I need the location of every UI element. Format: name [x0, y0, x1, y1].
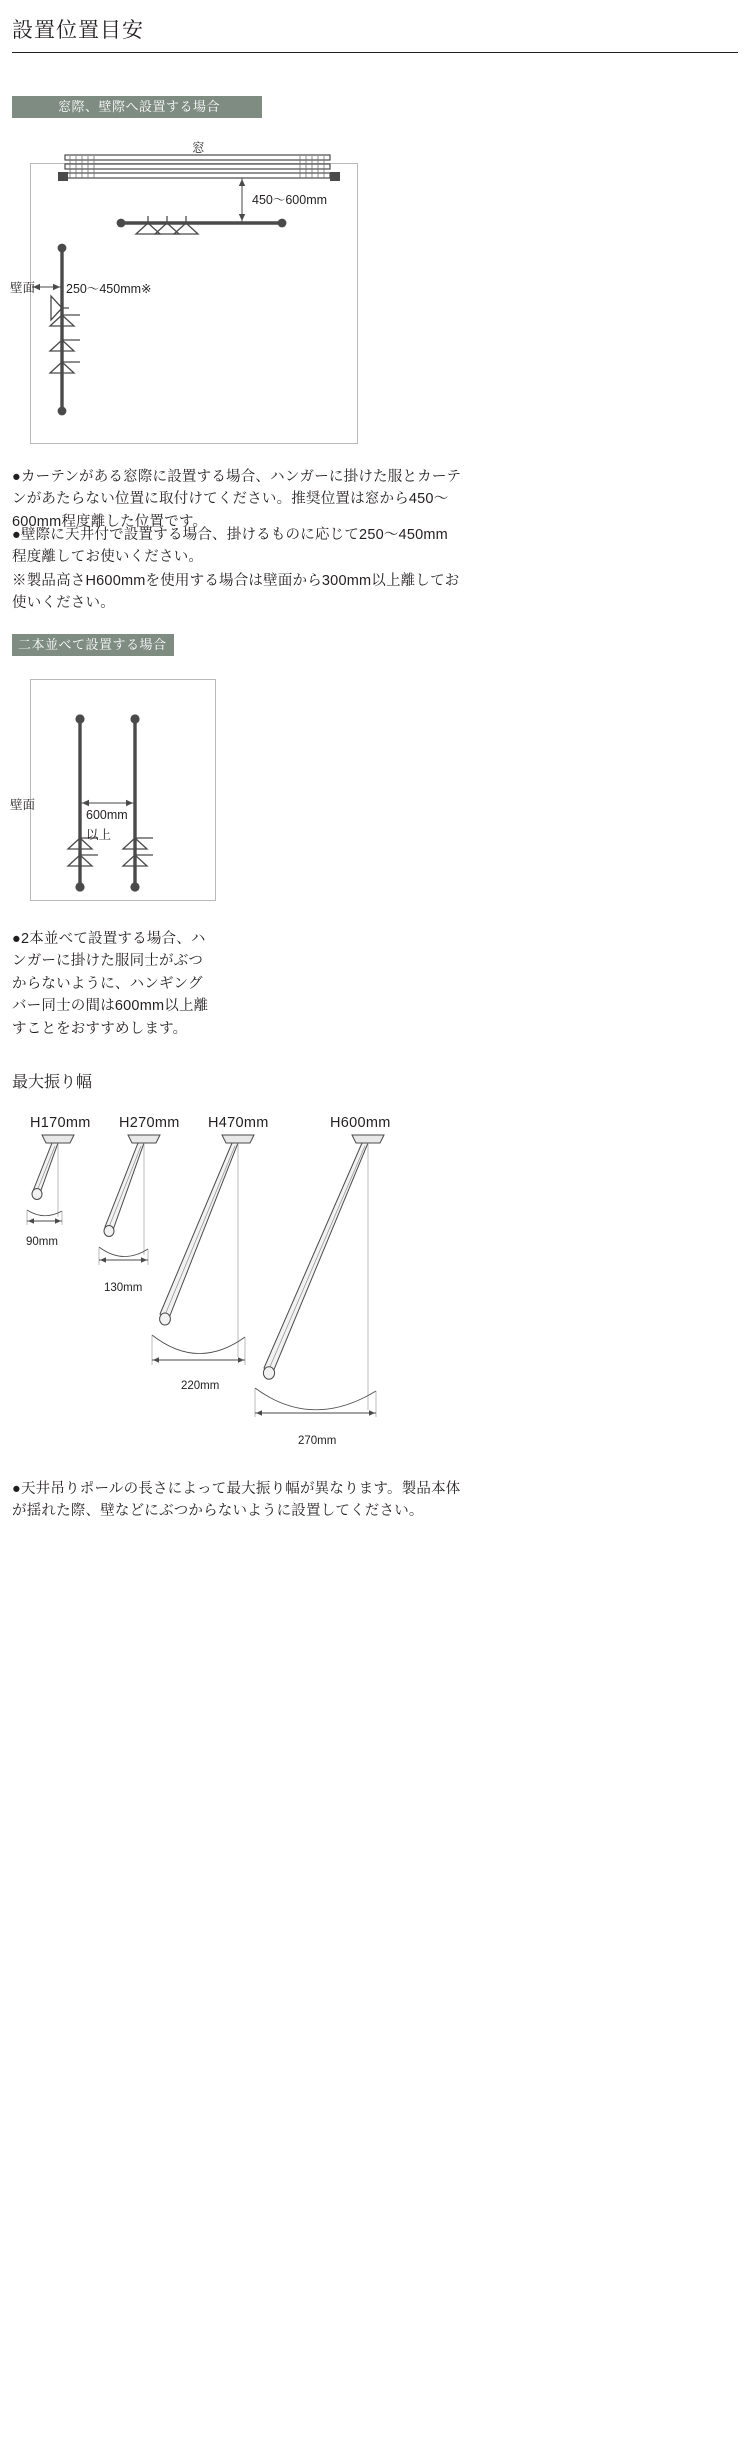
section-2-note-1: ●2本並べて設置する場合、ハンガーに掛けた服同士がぶつからないように、ハンギングバー同士の間は600mm以上離すことをおすすめします。 [12, 931, 209, 1037]
two-bar-installation-diagram [0, 660, 280, 920]
section-1-note-3: ※製品高さH600mmを使用する場合は壁面から300mm以上離してお使いください。 [12, 573, 460, 612]
dim-gap-value: 600mm [86, 808, 128, 822]
wall-label-2: 壁面 [10, 798, 36, 812]
swing-value-h600: 270mm [298, 1435, 337, 1447]
section-1-tab: 窓際、壁際へ設置する場合 [12, 96, 262, 118]
swing-width-diagrams [0, 1125, 430, 1455]
swing-value-h470: 220mm [181, 1380, 220, 1392]
column-title-h270: H270mm [119, 1115, 180, 1131]
section-1-note-2: ●壁際に天井付で設置する場合、掛けるものに応じて250〜450mm程度離してお使いください。 [12, 527, 448, 566]
title-divider [12, 52, 738, 53]
page-title: 設置位置目安 [12, 19, 144, 42]
dim-gap-qualifier: 以上 [86, 828, 112, 842]
window-installation-diagram [0, 130, 420, 460]
dim-horizontal-1: 250〜450mm※ [66, 282, 152, 296]
window-label: 窓 [192, 141, 205, 155]
swing-value-h170: 90mm [26, 1236, 58, 1248]
section-2-tab: 二本並べて設置する場合 [12, 634, 174, 656]
column-title-h170: H170mm [30, 1115, 91, 1131]
section-1-note-1: ●カーテンがある窓際に設置する場合、ハンガーに掛けた服とカーテンがあたらない位置に取付けてください。推奨位置は窓から450〜600mm程度離した位置です。 [12, 469, 462, 530]
wall-label-1: 壁面 [10, 281, 36, 295]
dim-vertical-1: 450〜600mm [252, 193, 328, 207]
section-3-note-1: ●天井吊りポールの長さによって最大振り幅が異なります。製品本体が揺れた際、壁などにぶつからないように設置してください。 [12, 1481, 461, 1520]
section-3-heading: 最大振り幅 [12, 1074, 93, 1091]
swing-value-h270: 130mm [104, 1282, 143, 1294]
column-title-h470: H470mm [208, 1115, 269, 1131]
column-title-h600: H600mm [330, 1115, 391, 1131]
